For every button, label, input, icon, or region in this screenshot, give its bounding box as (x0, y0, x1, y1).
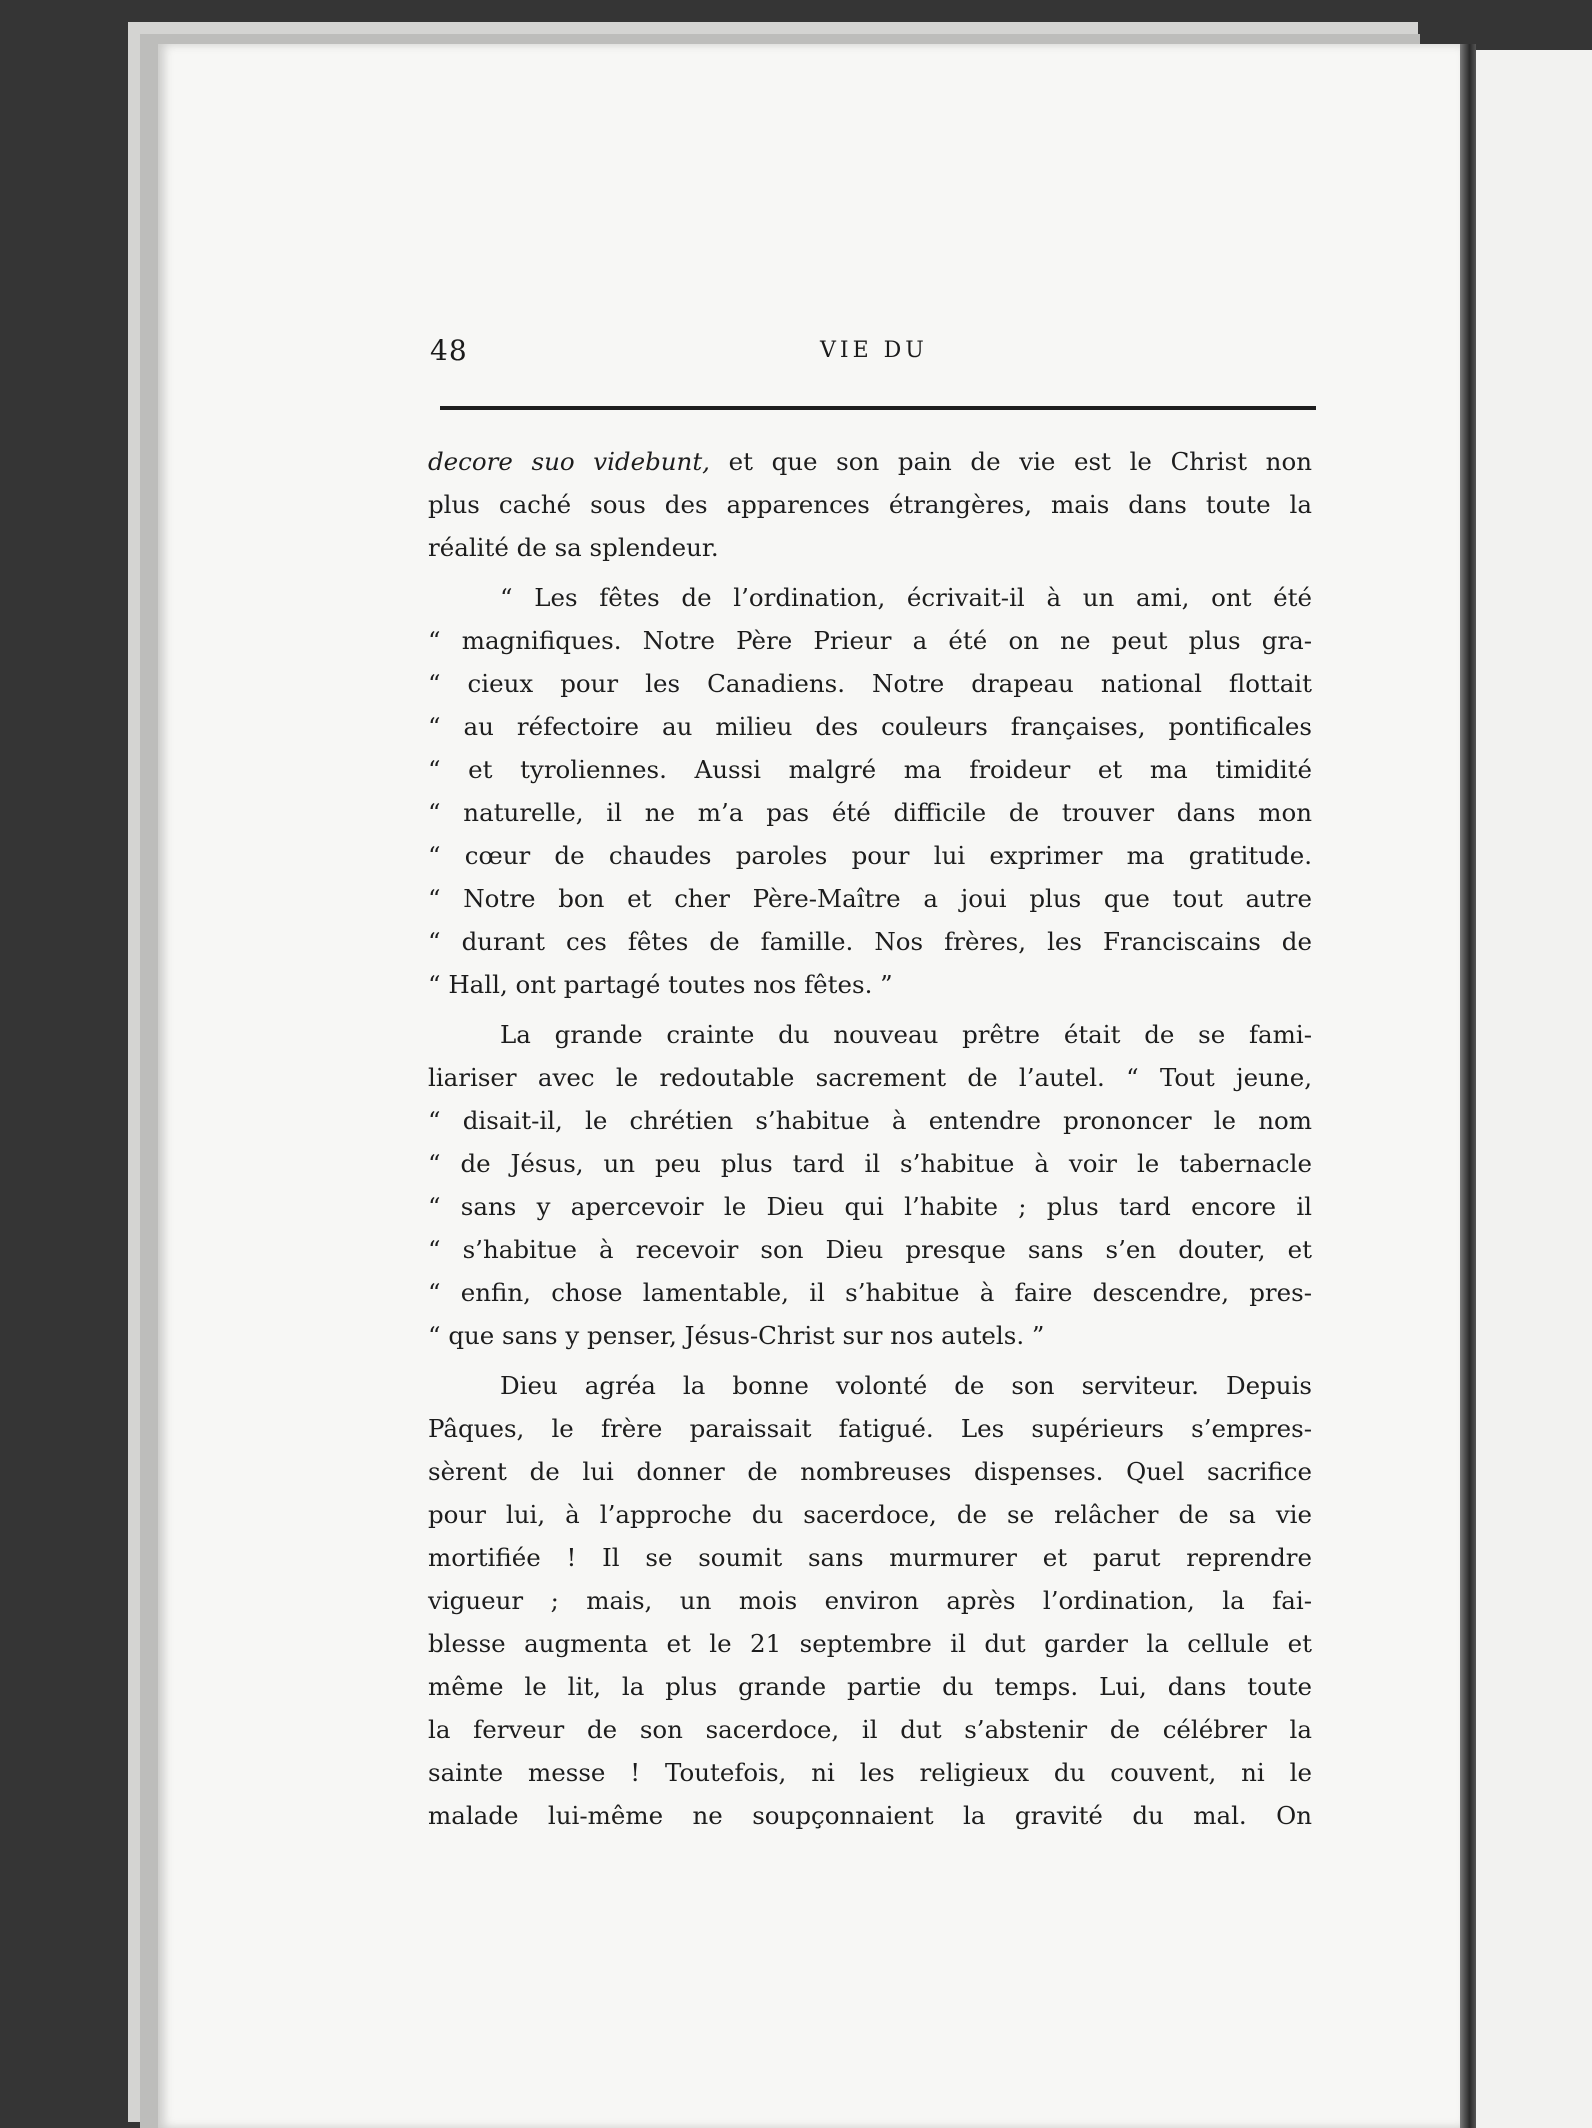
text-line: “ cieux pour les Canadiens. Notre drapeau national flottait (428, 669, 1312, 698)
facing-page-edge (1476, 50, 1592, 2128)
text-line: “ enfin, chose lamentable, il s’habitue à faire descendre, pres- (428, 1278, 1312, 1307)
text-line: “ sans y apercevoir le Dieu qui l’habite ; plus tard encore il (428, 1192, 1312, 1221)
header-rule (440, 406, 1316, 410)
book-page (158, 44, 1460, 2128)
latin-quote: decore suo videbunt, (428, 447, 710, 476)
text-line: mortifiée ! Il se soumit sans murmurer et parut reprendre (428, 1543, 1312, 1572)
text-line: Pâques, le frère paraissait fatigué. Les supérieurs s’empres- (428, 1414, 1312, 1443)
text-line: “ s’habitue à recevoir son Dieu presque sans s’en douter, et (428, 1235, 1312, 1264)
text-line: la ferveur de son sacerdoce, il dut s’abstenir de célébrer la (428, 1715, 1312, 1744)
text-line: sainte messe ! Toutefois, ni les religieux du couvent, ni le (428, 1758, 1312, 1787)
text-line: La grande crainte du nouveau prêtre était de se fami- (500, 1020, 1312, 1049)
text-line: Dieu agréa la bonne volonté de son serviteur. Depuis (500, 1371, 1312, 1400)
text-line: “ et tyroliennes. Aussi malgré ma froideur et ma timidité (428, 755, 1312, 784)
text-line: “ magnifiques. Notre Père Prieur a été on ne peut plus gra- (428, 626, 1312, 655)
text-line: “ Notre bon et cher Père-Maître a joui plus que tout autre (428, 884, 1312, 913)
text-line: malade lui-même ne soupçonnaient la gravité du mal. On (428, 1801, 1312, 1830)
book-gutter (1460, 44, 1476, 2128)
text-line: réalité de sa splendeur. (428, 533, 719, 562)
page-number: 48 (430, 334, 468, 367)
text-line: liariser avec le redoutable sacrement de l’autel. “ Tout jeune, (428, 1063, 1312, 1092)
body-text (428, 440, 1312, 1837)
text-line: “ Les fêtes de l’ordination, écrivait-il à un ami, ont été (500, 583, 1312, 612)
text-line: decore suo videbunt, et que son pain de vie est le Christ non (428, 447, 1312, 476)
text-line: “ au réfectoire au milieu des couleurs françaises, pontificales (428, 712, 1312, 741)
text-line: sèrent de lui donner de nombreuses dispenses. Quel sacrifice (428, 1457, 1312, 1486)
text-line: blesse augmenta et le 21 septembre il dut garder la cellule et (428, 1629, 1312, 1658)
text-line: “ que sans y penser, Jésus-Christ sur nos autels. ” (428, 1321, 1045, 1350)
text-line: plus caché sous des apparences étrangères, mais dans toute la (428, 490, 1312, 519)
text-line: même le lit, la plus grande partie du temps. Lui, dans toute (428, 1672, 1312, 1701)
text-line: “ cœur de chaudes paroles pour lui exprimer ma gratitude. (428, 841, 1312, 870)
text-line: “ disait-il, le chrétien s’habitue à entendre prononcer le nom (428, 1106, 1312, 1135)
text-line: “ de Jésus, un peu plus tard il s’habitue à voir le tabernacle (428, 1149, 1312, 1178)
running-title: VIE DU (820, 338, 928, 363)
text-line: “ Hall, ont partagé toutes nos fêtes. ” (428, 970, 893, 999)
text-line: pour lui, à l’approche du sacerdoce, de se relâcher de sa vie (428, 1500, 1312, 1529)
text-line: “ durant ces fêtes de famille. Nos frères, les Franciscains de (428, 927, 1312, 956)
text-line: “ naturelle, il ne m’a pas été difficile de trouver dans mon (428, 798, 1312, 827)
text-line: vigueur ; mais, un mois environ après l’ordination, la fai- (428, 1586, 1312, 1615)
